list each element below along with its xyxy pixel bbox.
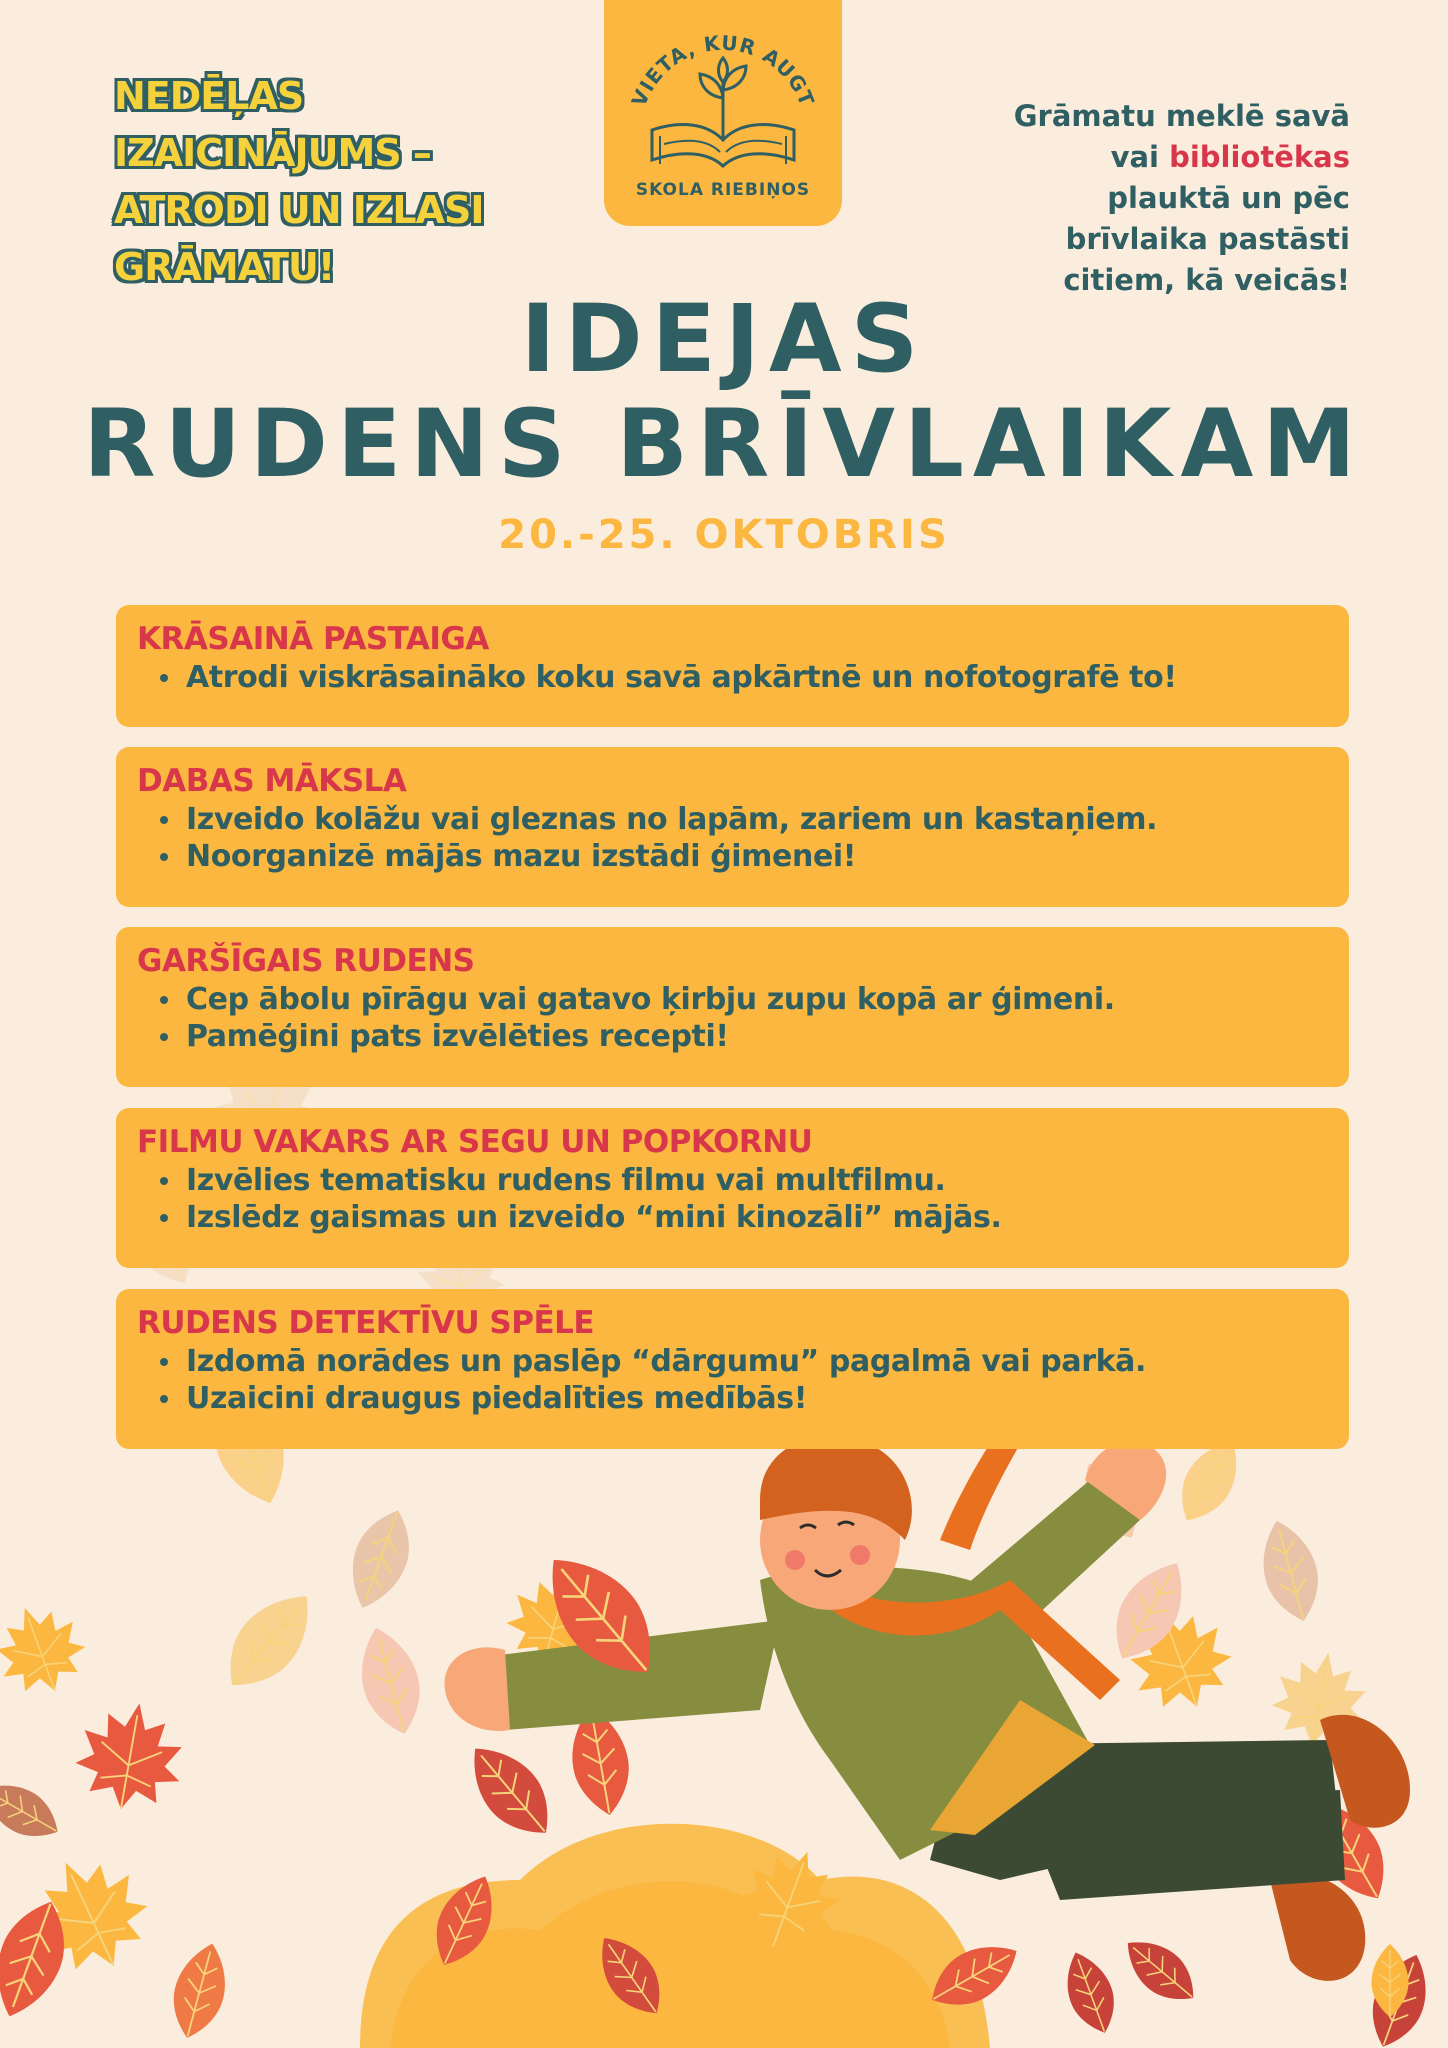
idea-text: Atrodi viskrāsaināko koku savā apkārtnē un nofotografē to! bbox=[186, 660, 1177, 695]
idea-text: Izdomā norādes un paslēp “dārgumu” pagalmā vai parkā. bbox=[186, 1344, 1147, 1379]
idea-text: Uzaicini draugus piedalīties medībās! bbox=[186, 1381, 807, 1416]
idea-item bbox=[156, 981, 1115, 1018]
page-title-line-1: IDEJAS bbox=[520, 285, 928, 394]
logo-arc-text: VIETA, KUR AUGT bbox=[626, 30, 820, 110]
idea-card bbox=[116, 1108, 1349, 1268]
logo-school-name: SKOLA RIEBIŅOS bbox=[635, 180, 811, 200]
note-line-pre: vai bbox=[1110, 140, 1170, 174]
sprouting-book-icon bbox=[604, 0, 842, 180]
idea-title: RUDENS DETEKTĪVU SPĒLE bbox=[137, 1305, 595, 1341]
idea-title: FILMU VAKARS AR SEGU UN POPKORNU bbox=[137, 1124, 813, 1160]
idea-list bbox=[156, 659, 1177, 696]
idea-item bbox=[156, 801, 1157, 838]
note-line: Grāmatu meklē savā bbox=[1013, 99, 1350, 133]
idea-text: Pamēģini pats izvēlēties recepti! bbox=[186, 1019, 729, 1054]
bullet-icon bbox=[160, 1177, 168, 1185]
bullet-icon bbox=[160, 1358, 168, 1366]
idea-text: Cep ābolu pīrāgu vai gatavo ķirbju zupu kopā ar ģimeni. bbox=[186, 982, 1115, 1017]
idea-list bbox=[156, 1162, 1001, 1236]
idea-title: GARŠĪGAIS RUDENS bbox=[137, 943, 475, 979]
challenge-line: ATRODI UN IZLASI bbox=[114, 188, 484, 232]
idea-card bbox=[116, 927, 1349, 1087]
idea-item bbox=[156, 1018, 1115, 1055]
idea-item bbox=[156, 1380, 1146, 1417]
bullet-icon bbox=[160, 1214, 168, 1222]
idea-title: KRĀSAINĀ PASTAIGA bbox=[137, 621, 489, 657]
note-line: brīvlaika pastāsti bbox=[1065, 222, 1350, 256]
weekly-challenge bbox=[114, 68, 574, 296]
note-line bbox=[930, 137, 1350, 178]
library-note bbox=[930, 96, 1350, 301]
idea-text: Izvēlies tematisku rudens filmu vai multfilmu. bbox=[186, 1163, 946, 1198]
bullet-icon bbox=[160, 674, 168, 682]
challenge-line: NEDĒĻAS bbox=[114, 74, 304, 118]
school-logo bbox=[604, 0, 842, 226]
challenge-line: IZAICINĀJUMS – bbox=[114, 131, 431, 175]
bullet-icon bbox=[160, 1395, 168, 1403]
bullet-icon bbox=[160, 853, 168, 861]
note-highlight: bibliotēkas bbox=[1169, 140, 1350, 174]
idea-card bbox=[116, 747, 1349, 907]
date-range: 20.-25. OKTOBRIS bbox=[498, 512, 950, 558]
idea-card bbox=[116, 605, 1349, 727]
challenge-line: GRĀMATU! bbox=[114, 245, 335, 289]
bullet-icon bbox=[160, 996, 168, 1004]
idea-item bbox=[156, 1199, 1001, 1236]
idea-item bbox=[156, 659, 1177, 696]
idea-list bbox=[156, 1343, 1146, 1417]
idea-card bbox=[116, 1289, 1349, 1449]
idea-item bbox=[156, 838, 1157, 875]
idea-text: Izslēdz gaismas un izveido “mini kinozāli” mājās. bbox=[186, 1200, 1002, 1235]
idea-text: Noorganizē mājās mazu izstādi ģimenei! bbox=[186, 839, 857, 874]
page-title-line-2: RUDENS BRĪVLAIKAM bbox=[83, 390, 1365, 499]
idea-list bbox=[156, 981, 1115, 1055]
bullet-icon bbox=[160, 1033, 168, 1041]
idea-item bbox=[156, 1343, 1146, 1380]
note-line: plauktā un pēc bbox=[1107, 181, 1350, 215]
idea-text: Izveido kolāžu vai gleznas no lapām, zariem un kastaņiem. bbox=[186, 802, 1158, 837]
idea-item bbox=[156, 1162, 1001, 1199]
note-line: citiem, kā veicās! bbox=[1063, 263, 1350, 297]
idea-title: DABAS MĀKSLA bbox=[137, 763, 407, 799]
idea-list bbox=[156, 801, 1157, 875]
bullet-icon bbox=[160, 816, 168, 824]
